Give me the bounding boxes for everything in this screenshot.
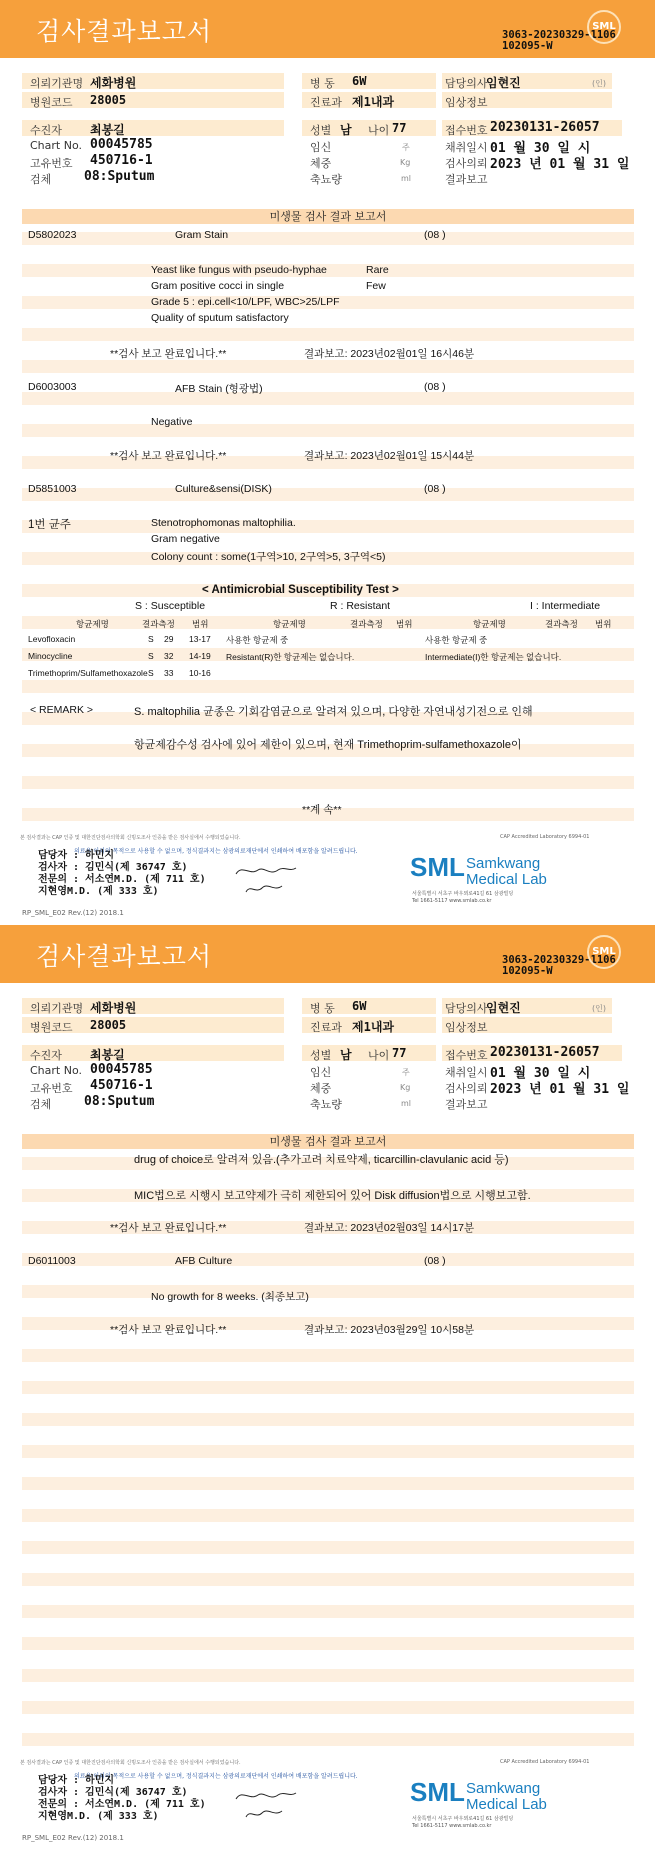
specimen-label: 검체 xyxy=(30,173,52,186)
test-name: AFB Stain (형광법) xyxy=(175,383,263,395)
stripe xyxy=(22,1733,634,1746)
ast-value: 29 xyxy=(164,634,174,644)
urine-label: 축뇨량 xyxy=(310,1098,342,1111)
sex-value: 남 xyxy=(340,123,352,137)
weight-unit: Kg xyxy=(400,158,411,167)
footer-notice: 의료용 이외의 목적으로 사용할 수 없으며, 정식결과지는 삼광의료재단에서 인쇄하여 배포함을 알려드립니다. xyxy=(74,848,358,855)
report-complete: **검사 보고 완료입니다.** xyxy=(110,1324,227,1336)
pregnancy-unit: 주 xyxy=(402,143,410,152)
stripe xyxy=(22,232,634,245)
ast-header: 항균제명 xyxy=(76,619,109,629)
receipt-label: 접수번호 xyxy=(445,1049,488,1062)
signature-line: 전문의 : 서소연M.D. (제 711 호) xyxy=(38,1799,206,1810)
result-line: Gram positive cocci in single xyxy=(151,280,285,292)
collect-label: 채취일시 xyxy=(445,141,488,154)
sml-contact xyxy=(412,891,513,905)
receipt-label: 접수번호 xyxy=(445,124,488,137)
stripe xyxy=(22,680,634,693)
stripe xyxy=(22,1701,634,1714)
sml-contact xyxy=(412,1816,513,1830)
stripe xyxy=(22,1637,634,1650)
urine-unit: ml xyxy=(401,174,412,183)
ast-result: S xyxy=(148,651,154,661)
report-timestamp: 결과보고: 2023년03월29일 10시58분 xyxy=(304,1324,475,1336)
sml-logo-icon: SML xyxy=(410,1777,465,1807)
footer-notice: 본 검사결과는 CAP 인증 및 대한진단검사의학회 신빙도조사 인증을 받은 검사실에서 수행되었습니다. xyxy=(20,1760,241,1766)
request-label: 검사의뢰 xyxy=(445,157,488,170)
result-line: Stenotrophomonas maltophilia. xyxy=(151,517,296,529)
institution-value: 세화병원 xyxy=(90,76,137,90)
sml-name-line: Samkwang xyxy=(466,1780,541,1797)
sml-name xyxy=(466,856,547,888)
remark-line: MIC법으로 시행시 보고약제가 극히 제한되어 있어 Disk diffusion법으로 시행보고함. xyxy=(134,1190,531,1202)
document-number-line-2: 102095-W xyxy=(502,965,553,977)
stripe xyxy=(22,1285,634,1298)
stripe xyxy=(22,1381,634,1394)
doctor-value: 임현진 xyxy=(486,76,521,90)
chart-label: Chart No. xyxy=(30,1064,82,1077)
ast-range: 13-17 xyxy=(189,634,211,644)
document-number-line-2: 102095-W xyxy=(502,40,553,52)
document-number-line-1: 3063-20230329-1106 xyxy=(502,954,616,966)
report-timestamp: 결과보고: 2023년02월01일 15시44분 xyxy=(304,450,475,462)
age-value: 77 xyxy=(392,1046,407,1060)
ast-note: 사용한 항균제 중 xyxy=(425,635,488,645)
collect-value: 01 월 30 일 시 xyxy=(490,1066,591,1081)
signature-image xyxy=(234,862,298,896)
sml-name-line: Medical Lab xyxy=(466,871,547,888)
ast-value: 33 xyxy=(164,668,174,678)
stripe xyxy=(22,1349,634,1362)
ward-label: 병 동 xyxy=(310,77,335,90)
doctor-label: 담당의사 xyxy=(445,1002,488,1015)
remark-line: 항균제감수성 검사에 있어 제한이 있으며, 현재 Trimethoprim-sulfamethoxazole이 xyxy=(134,739,522,751)
weight-label: 체중 xyxy=(310,157,332,170)
sex-label: 성별 xyxy=(310,1049,332,1062)
signature-line: 담당자 : 하민지 xyxy=(38,1775,115,1786)
sml-logo-icon: SML xyxy=(587,10,621,44)
ward-label: 병 동 xyxy=(310,1002,335,1015)
receipt-value: 20230131-26057 xyxy=(490,1045,600,1060)
signatures xyxy=(38,1775,206,1823)
weight-label: 체중 xyxy=(310,1082,332,1095)
stripe xyxy=(22,1573,634,1586)
specimen-value: 08:Sputum xyxy=(84,1094,155,1109)
ward-value: 6W xyxy=(352,74,367,88)
stripe xyxy=(22,520,634,533)
test-code: D6011003 xyxy=(28,1255,76,1267)
stripe xyxy=(22,1541,634,1554)
urine-unit: ml xyxy=(401,1099,412,1108)
report-complete: **검사 보고 완료입니다.** xyxy=(110,1222,227,1234)
sml-name-line: Samkwang xyxy=(466,855,541,872)
sml-address: 서울특별시 서초구 바우뫼로41길 61 삼광빌딩 xyxy=(412,1816,514,1822)
ast-header: 결과측정 xyxy=(350,619,383,629)
stripe xyxy=(22,328,634,341)
cap-accreditation: CAP Accredited Laboratory 6994-01 xyxy=(500,834,590,840)
hospital-code-label: 병원코드 xyxy=(30,1021,73,1034)
sml-logo-icon: SML xyxy=(410,852,465,882)
test-code: D6003003 xyxy=(28,381,77,393)
ast-title: < Antimicrobial Susceptibility Test > xyxy=(202,584,399,596)
remark-label: < REMARK > xyxy=(30,704,94,716)
dept-label: 진료과 xyxy=(310,96,342,109)
signature-line: 지현영M.D. (제 333 호) xyxy=(38,886,159,897)
id-value: 450716-1 xyxy=(90,153,153,168)
report-page-2 xyxy=(0,925,655,1850)
cap-accreditation: CAP Accredited Laboratory 6994-01 xyxy=(500,1759,590,1765)
sml-address: 서울특별시 서초구 바우뫼로41길 61 삼광빌딩 xyxy=(412,891,514,897)
stripe xyxy=(22,776,634,789)
doctor-label: 담당의사 xyxy=(445,77,488,90)
doctor-sign: (인) xyxy=(592,79,606,88)
page-title: 검사결과보고서 xyxy=(36,942,213,971)
urine-label: 축뇨량 xyxy=(310,173,342,186)
pregnancy-label: 임신 xyxy=(310,1066,332,1079)
institution-value: 세화병원 xyxy=(90,1001,137,1015)
ast-note: Resistant(R)한 항균제는 없습니다. xyxy=(226,652,355,662)
test-code: D5802023 xyxy=(28,229,77,241)
test-specimen: (08 ) xyxy=(424,381,446,393)
test-name: Culture&sensi(DISK) xyxy=(175,483,272,495)
sex-label: 성별 xyxy=(310,124,332,137)
stripe xyxy=(22,616,634,629)
result-line: Negative xyxy=(151,416,193,428)
remark-line: S. maltophilia 균종은 기회감염균으로 알려져 있으며, 다양한 자연내성기전으로 인해 xyxy=(134,706,533,718)
dept-value: 제1내과 xyxy=(352,95,395,109)
chart-value: 00045785 xyxy=(90,1062,153,1077)
pregnancy-label: 임신 xyxy=(310,141,332,154)
ast-header: 항균제명 xyxy=(273,619,306,629)
report-label: 결과보고 xyxy=(445,173,488,186)
test-specimen: (08 ) xyxy=(424,1255,446,1267)
stripe xyxy=(22,1477,634,1490)
continue-mark: **계 속** xyxy=(302,804,342,816)
section-title: 미생물 검사 결과 보고서 xyxy=(22,1134,634,1149)
clinical-info-label: 임상정보 xyxy=(445,1021,488,1034)
signature-line: 담당자 : 하민지 xyxy=(38,850,115,861)
ast-range: 14-19 xyxy=(189,651,211,661)
age-label: 나이 xyxy=(368,1049,390,1062)
stripe xyxy=(22,360,634,373)
ward-value: 6W xyxy=(352,999,367,1013)
institution-label: 의뢰기관명 xyxy=(30,1002,84,1015)
test-name: Gram Stain xyxy=(175,229,229,241)
patient-value: 최봉길 xyxy=(90,123,125,137)
request-label: 검사의뢰 xyxy=(445,1082,488,1095)
report-timestamp: 결과보고: 2023년02월03일 14시17분 xyxy=(304,1222,475,1234)
sex-value: 남 xyxy=(340,1048,352,1062)
ast-result: S xyxy=(148,668,154,678)
stripe xyxy=(22,1253,634,1266)
test-specimen: (08 ) xyxy=(424,483,446,495)
section-title: 미생물 검사 결과 보고서 xyxy=(22,209,634,224)
request-value: 2023 년 01 월 31 일 xyxy=(490,1082,630,1097)
specimen-value: 08:Sputum xyxy=(84,169,155,184)
report-label: 결과보고 xyxy=(445,1098,488,1111)
report-timestamp: 결과보고: 2023년02월01일 16시46분 xyxy=(304,348,475,360)
id-label: 고유번호 xyxy=(30,157,73,170)
form-revision: RP_SML_E02 Rev.(12) 2018.1 xyxy=(22,1834,124,1842)
age-label: 나이 xyxy=(368,124,390,137)
result-line: Grade 5 : epi.cell<10/LPF, WBC>25/LPF xyxy=(151,296,340,308)
footer-notice: 의료용 이외의 목적으로 사용할 수 없으며, 정식결과지는 삼광의료재단에서 인쇄하여 배포함을 알려드립니다. xyxy=(74,1773,358,1780)
institution-label: 의뢰기관명 xyxy=(30,77,84,90)
signatures xyxy=(38,850,206,898)
ast-header: 범위 xyxy=(192,619,209,629)
isolate-label: 1번 균주 xyxy=(28,519,71,531)
ast-result: S xyxy=(148,634,154,644)
result-line: Gram negative xyxy=(151,533,220,545)
test-name: AFB Culture xyxy=(175,1255,233,1267)
sml-logo-icon: SML xyxy=(587,935,621,969)
doctor-sign: (인) xyxy=(592,1004,606,1013)
ast-legend-r: R : Resistant xyxy=(330,600,391,612)
stripe xyxy=(22,1669,634,1682)
ast-legend-i: I : Intermediate xyxy=(530,600,601,612)
test-specimen: (08 ) xyxy=(424,229,446,241)
ast-legend-s: S : Susceptible xyxy=(135,600,206,612)
stripe xyxy=(22,264,634,277)
collect-label: 채취일시 xyxy=(445,1066,488,1079)
pregnancy-unit: 주 xyxy=(402,1068,410,1077)
ast-range: 10-16 xyxy=(189,668,211,678)
ast-drug: Levofloxacin xyxy=(28,634,76,644)
id-label: 고유번호 xyxy=(30,1082,73,1095)
ast-header: 결과측정 xyxy=(545,619,578,629)
collect-value: 01 월 30 일 시 xyxy=(490,141,591,156)
age-value: 77 xyxy=(392,121,407,135)
hospital-code-value: 28005 xyxy=(90,93,127,107)
hospital-code-value: 28005 xyxy=(90,1018,127,1032)
ast-drug: Trimethoprim/Sulfamethoxazole xyxy=(28,668,148,678)
stripe xyxy=(22,1605,634,1618)
stripe xyxy=(22,1509,634,1522)
ast-note: 사용한 항균제 중 xyxy=(226,635,289,645)
patient-label: 수진자 xyxy=(30,1049,62,1062)
sml-telephone: Tel 1661-5117 www.smlab.co.kr xyxy=(412,1823,492,1829)
patient-label: 수진자 xyxy=(30,124,62,137)
stripe xyxy=(22,488,634,501)
signature-image xyxy=(234,1787,298,1821)
receipt-value: 20230131-26057 xyxy=(490,120,600,135)
clinical-info-label: 임상정보 xyxy=(445,96,488,109)
signature-line: 지현영M.D. (제 333 호) xyxy=(38,1811,159,1822)
ast-header: 범위 xyxy=(595,619,612,629)
stripe xyxy=(22,1413,634,1426)
result-value: Few xyxy=(366,280,386,292)
specimen-label: 검체 xyxy=(30,1098,52,1111)
stripe xyxy=(22,1445,634,1458)
doctor-value: 임현진 xyxy=(486,1001,521,1015)
ast-header: 항균제명 xyxy=(473,619,506,629)
patient-value: 최봉길 xyxy=(90,1048,125,1062)
document-number-line-1: 3063-20230329-1106 xyxy=(502,29,616,41)
result-line: No growth for 8 weeks. (최종보고) xyxy=(151,1291,309,1303)
hospital-code-label: 병원코드 xyxy=(30,96,73,109)
signature-line: 검사자 : 김민식(제 36747 호) xyxy=(38,862,188,873)
chart-value: 00045785 xyxy=(90,137,153,152)
page-title: 검사결과보고서 xyxy=(36,17,213,46)
request-value: 2023 년 01 월 31 일 xyxy=(490,157,630,172)
report-complete: **검사 보고 완료입니다.** xyxy=(110,450,227,462)
ast-drug: Minocycline xyxy=(28,651,73,661)
stripe xyxy=(22,392,634,405)
sml-name-line: Medical Lab xyxy=(466,1796,547,1813)
sml-name xyxy=(466,1781,547,1813)
signature-line: 전문의 : 서소연M.D. (제 711 호) xyxy=(38,874,206,885)
result-line: Colony count : some(1구역>10, 2구역>5, 3구역<5) xyxy=(151,551,386,563)
remark-line: drug of choice로 알려져 있음.(추가고려 치료약제, ticarcillin-clavulanic acid 등) xyxy=(134,1154,509,1166)
dept-value: 제1내과 xyxy=(352,1020,395,1034)
id-value: 450716-1 xyxy=(90,1078,153,1093)
result-line: Quality of sputum satisfactory xyxy=(151,312,289,324)
ast-value: 32 xyxy=(164,651,174,661)
chart-label: Chart No. xyxy=(30,139,82,152)
test-code: D5851003 xyxy=(28,483,77,495)
report-complete: **검사 보고 완료입니다.** xyxy=(110,348,227,360)
stripe xyxy=(22,424,634,437)
dept-label: 진료과 xyxy=(310,1021,342,1034)
signature-line: 검사자 : 김민식(제 36747 호) xyxy=(38,1787,188,1798)
ast-note: Intermediate(I)한 항균제는 없습니다. xyxy=(425,652,562,662)
sml-telephone: Tel 1661-5117 www.smlab.co.kr xyxy=(412,898,492,904)
result-line: Yeast like fungus with pseudo-hyphae xyxy=(151,264,327,276)
footer-notice: 본 검사결과는 CAP 인증 및 대한진단검사의학회 신빙도조사 인증을 받은 검사실에서 수행되었습니다. xyxy=(20,835,241,841)
result-value: Rare xyxy=(366,264,389,276)
ast-header: 결과측정 xyxy=(142,619,175,629)
ast-header: 범위 xyxy=(396,619,413,629)
weight-unit: Kg xyxy=(400,1083,411,1092)
form-revision: RP_SML_E02 Rev.(12) 2018.1 xyxy=(22,909,124,917)
